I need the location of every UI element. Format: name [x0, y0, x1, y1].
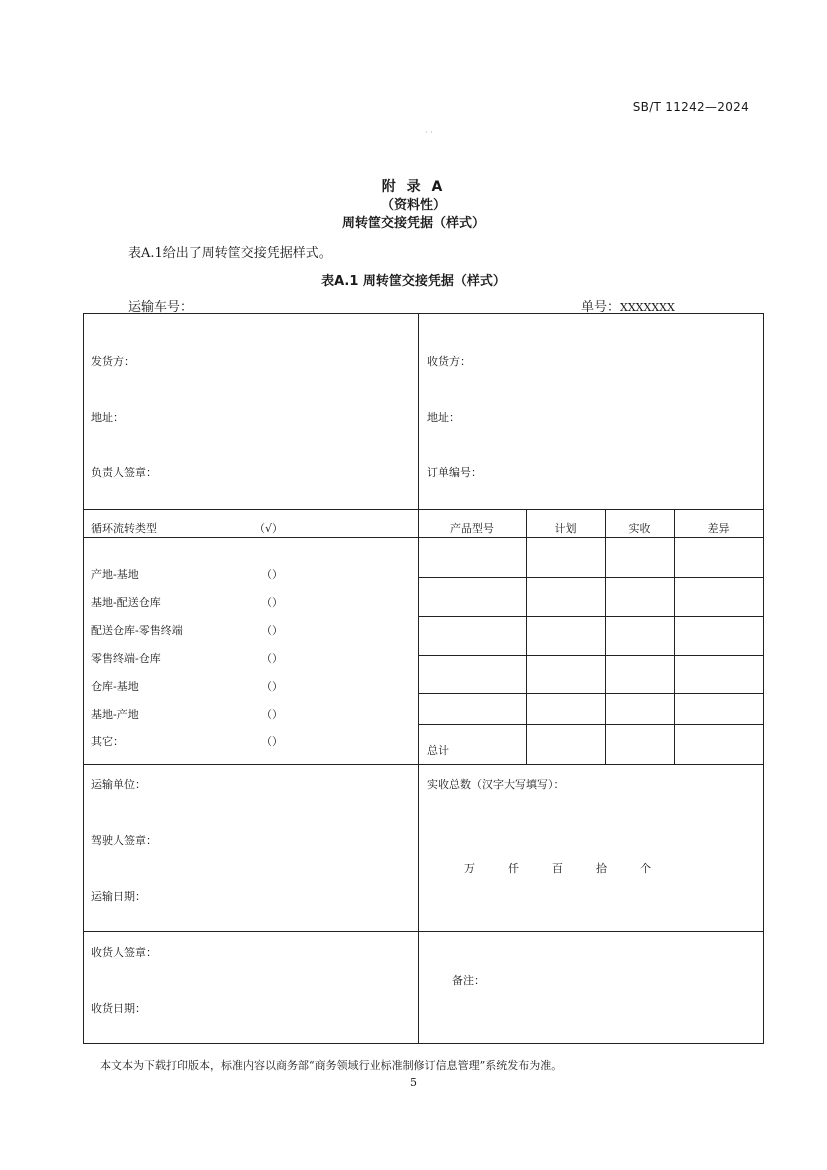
row-divider [84, 537, 763, 538]
grid-line [418, 693, 763, 694]
cycle-option: 基地-配送仓库 [91, 596, 161, 609]
grid-line [674, 509, 675, 764]
shipper-label: 发货方： [91, 355, 135, 368]
cycle-checkbox[interactable]: （） [261, 624, 283, 637]
table-caption: 表A.1 周转筐交接凭据（样式） [321, 274, 506, 289]
cycle-option: 零售终端-仓库 [91, 652, 161, 665]
footer-note: 本文本为下载打印版本，标准内容以商务部“商务领域行业标准制修订信息管理”系统发布为准。 [100, 1059, 563, 1072]
cycle-option: 配送仓库-零售终端 [91, 624, 183, 637]
unit-wan: 万 [464, 862, 475, 875]
order-number-label: 单号： [581, 300, 621, 315]
order-no-label: 订单编号： [427, 466, 482, 479]
appendix-title: 周转筐交接凭据（样式） [341, 216, 485, 231]
consignee-label: 收货方： [427, 355, 471, 368]
unit-ge: 个 [640, 862, 651, 875]
row-divider [84, 764, 763, 765]
driver-sign-label: 驾驶人签章： [91, 834, 157, 847]
grid-line [418, 655, 763, 656]
transport-unit-label: 运输单位： [91, 778, 146, 791]
unit-shi: 拾 [596, 862, 607, 875]
cycle-option: 其它： [91, 735, 124, 748]
shipper-sign-label: 负责人签章： [91, 466, 157, 479]
cycle-checkbox[interactable]: （） [261, 596, 283, 609]
grid-line [418, 616, 763, 617]
grid-line [605, 509, 606, 764]
unit-qian: 仟 [508, 862, 519, 875]
receiver-date-label: 收货日期： [91, 1002, 146, 1015]
grid-line [418, 724, 763, 725]
vehicle-number-label: 运输车号： [128, 300, 194, 315]
cycle-checkbox[interactable]: （） [261, 568, 283, 581]
grid-line [418, 577, 763, 578]
column-divider [418, 314, 419, 1043]
received-total-label: 实收总数（汉字大写填写）： [427, 778, 565, 791]
transport-date-label: 运输日期： [91, 890, 146, 903]
cycle-checkbox[interactable]: （） [261, 708, 283, 721]
col-header-model: 产品型号 [450, 522, 494, 535]
row-divider [84, 931, 763, 932]
row-divider [84, 509, 763, 510]
cycle-checkbox[interactable]: （） [261, 735, 283, 748]
unit-bai: 百 [552, 862, 563, 875]
cycle-type-header: 循环流转类型 [91, 522, 157, 535]
page-number: 5 [410, 1076, 417, 1089]
appendix-label: 附 录 A [381, 179, 446, 195]
remarks-label: 备注： [452, 974, 485, 987]
header-dots: · · [425, 128, 433, 137]
voucher-table [83, 313, 764, 1044]
cycle-checkbox[interactable]: （） [261, 680, 283, 693]
order-number-value: XXXXXXX [620, 301, 675, 314]
cycle-option: 基地-产地 [91, 708, 139, 721]
cycle-check-header: （√） [254, 522, 284, 535]
intro-paragraph: 表A.1给出了周转筐交接凭据样式。 [128, 246, 332, 261]
cycle-option: 仓库-基地 [91, 680, 139, 693]
total-label: 总计 [427, 744, 449, 757]
appendix-nature: （资料性） [380, 198, 446, 213]
col-header-difference: 差异 [707, 522, 730, 535]
cycle-checkbox[interactable]: （） [261, 652, 283, 665]
standard-number: SB/T 11242—2024 [632, 100, 749, 114]
consignee-address-label: 地址： [427, 411, 460, 424]
shipper-address-label: 地址： [91, 411, 124, 424]
col-header-plan: 计划 [554, 522, 577, 535]
cycle-option: 产地-基地 [91, 568, 139, 581]
col-header-received: 实收 [628, 522, 651, 535]
receiver-sign-label: 收货人签章： [91, 946, 157, 959]
grid-line [526, 509, 527, 764]
